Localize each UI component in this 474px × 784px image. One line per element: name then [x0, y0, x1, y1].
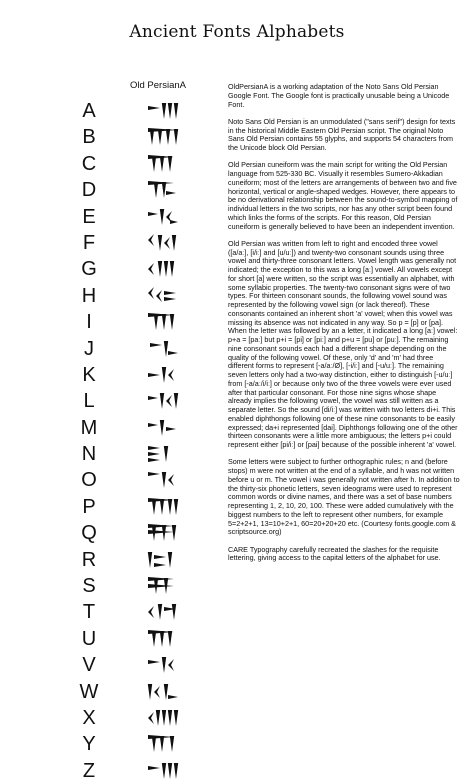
latin-letter: U: [81, 627, 97, 650]
cuneiform-glyph-icon: [144, 577, 180, 595]
letter-row-q: [70, 520, 190, 546]
wedge-stroke: [154, 182, 158, 198]
wedge-stroke: [164, 261, 168, 277]
wedge-stroke: [148, 552, 152, 568]
latin-letter: N: [81, 443, 97, 466]
wedge-stroke: [168, 710, 172, 726]
cuneiform-glyph-icon: [144, 471, 180, 489]
wedge-stroke: [170, 220, 178, 224]
wedge-stroke: [162, 525, 166, 541]
wedge-stroke: [158, 235, 162, 251]
wedge-stroke: [170, 261, 174, 277]
letter-row-h: [70, 283, 190, 309]
cuneiform-glyph-icon: [144, 683, 180, 701]
latin-letter: G: [81, 258, 97, 281]
wedge-stroke: [148, 396, 158, 400]
wedge-stroke: [172, 235, 176, 251]
wedge-stroke: [164, 297, 176, 301]
wedge-stroke: [168, 351, 178, 355]
paragraph-rules: Some letters were subject to further orthographic rules; n and (before stops) m were not written at the end of a syllable, and h was not written before u or m. The vowel i was generally not written after h. In addition to the thirty-six phonetic letters, seven ideograms were used to represent common words or divine names, and there was a set of base numbers representing 1, 2, 10, 20, 100. These were added cumulatively with the biggest numbers to the left to represent other numbers, for example 5=2+2+1, 13=10+2+1, 60=20+20+20 etc. (Courtesy fonts.google.com & scriptsource.org): [228, 457, 460, 537]
latin-letter: A: [82, 100, 96, 122]
wedge-stroke: [148, 684, 152, 700]
wedge-stroke: [148, 452, 160, 456]
cuneiform-glyph-icon: [144, 102, 180, 120]
wedge-stroke: [152, 499, 156, 515]
wedge-stroke: [168, 659, 174, 671]
paragraph-noto: Noto Sans Old Persian is an unmodulated ("sans serif") design for texts in the historical Middle Eastern Old Persian script. The original Noto Sans Old Persian contains 55 glyphs, and supports 54 characters from the Unicode block Old Persian.: [228, 116, 456, 152]
latin-letter: T: [82, 601, 96, 624]
wedge-stroke: [152, 631, 156, 647]
wedge-stroke: [164, 291, 176, 295]
wedge-stroke: [148, 263, 154, 275]
wedge-stroke: [148, 660, 160, 664]
letter-row-z: [70, 758, 190, 784]
wedge-stroke: [148, 287, 154, 299]
wedge-stroke: [148, 584, 174, 588]
latin-letter: W: [79, 680, 99, 703]
letter-row-g: [70, 256, 190, 282]
wedge-stroke: [164, 684, 168, 700]
wedge-stroke: [148, 106, 160, 110]
latin-letter: M: [80, 416, 98, 439]
wedge-stroke: [154, 314, 158, 330]
cuneiform-glyph-icon: [144, 260, 180, 278]
wedge-stroke: [162, 472, 166, 488]
cuneiform-glyph-icon: [144, 603, 180, 621]
latin-letter: Z: [82, 759, 96, 782]
wedge-stroke: [160, 420, 164, 436]
cuneiform-glyph-icon: [144, 313, 180, 331]
wedge-stroke: [160, 499, 164, 515]
wedge-stroke: [168, 695, 178, 699]
letter-row-n: [70, 441, 190, 467]
wedge-stroke: [160, 393, 164, 409]
letter-row-l: [70, 388, 190, 414]
wedge-stroke: [166, 129, 170, 145]
wedge-stroke: [156, 290, 162, 302]
latin-letter: C: [81, 152, 97, 175]
wedge-stroke: [166, 427, 176, 431]
cuneiform-glyph-icon: [144, 234, 180, 252]
wedge-stroke: [160, 631, 164, 647]
page-title: Ancient Fonts Alphabets: [129, 22, 345, 42]
description-text: [228, 83, 460, 572]
wedge-stroke: [162, 103, 166, 119]
latin-letter: B: [82, 126, 96, 149]
latin-letter: X: [82, 706, 96, 729]
wedge-stroke: [154, 686, 160, 698]
cuneiform-glyph-icon: [144, 445, 180, 463]
cuneiform-glyph-icon: [144, 419, 180, 437]
latin-letter: R: [81, 548, 97, 571]
wedge-stroke: [148, 472, 160, 476]
paragraph-history: Old Persian cuneiform was the main script for writing the Old Persian language from 525-330 BC. Visually it resembles Sumero-Akkadian cuneiform; most of the letters are arrangements of between two and five horizontal, vertical or angle-shaped wedges. However, there appears to be no derivational relationship between the sound-to-symbol mapping of individual letters in the two scripts, nor has any other script been found which links the forms of the scripts. For this reason, Old Persian cuneiform is generally believed to have been an independent invention.: [228, 160, 458, 231]
wedge-stroke: [162, 657, 166, 673]
letter-row-y: [70, 731, 190, 757]
wedge-stroke: [162, 314, 166, 330]
wedge-stroke: [160, 156, 164, 172]
cuneiform-glyph-icon: [144, 366, 180, 384]
wedge-stroke: [160, 736, 164, 752]
latin-letter: Y: [82, 733, 96, 756]
cuneiform-glyph-icon: [144, 155, 180, 173]
cuneiform-glyph-icon: [144, 709, 180, 727]
letter-row-o: [70, 467, 190, 493]
wedge-stroke: [148, 212, 158, 216]
wedge-stroke: [148, 446, 160, 450]
letter-row-c: [70, 151, 190, 177]
wedge-stroke: [174, 499, 178, 515]
letter-row-j: [70, 336, 190, 362]
letter-row-f: [70, 230, 190, 256]
wedge-stroke: [162, 710, 166, 726]
cuneiform-glyph-icon: [144, 287, 180, 305]
wedge-stroke: [170, 736, 174, 752]
wedge-stroke: [174, 710, 178, 726]
letter-row-e: [70, 204, 190, 230]
wedge-stroke: [174, 103, 178, 119]
wedge-stroke: [160, 209, 164, 225]
latin-letter: E: [82, 205, 96, 228]
wedge-stroke: [168, 103, 172, 119]
wedge-stroke: [148, 524, 174, 528]
wedge-stroke: [154, 555, 166, 559]
latin-letter: F: [82, 231, 96, 254]
latin-letter: K: [82, 363, 96, 386]
letter-row-t: [70, 599, 190, 625]
wedge-stroke: [158, 129, 162, 145]
wedge-stroke: [148, 234, 154, 246]
wedge-stroke: [148, 530, 174, 534]
wedge-stroke: [148, 712, 154, 724]
wedge-stroke: [168, 631, 172, 647]
wedge-stroke: [150, 343, 162, 347]
wedge-stroke: [154, 563, 166, 567]
wedge-stroke: [162, 367, 166, 383]
wedge-stroke: [152, 156, 156, 172]
wedge-stroke: [164, 341, 168, 357]
wedge-stroke: [168, 763, 172, 779]
wedge-stroke: [174, 763, 178, 779]
letter-row-s: [70, 573, 190, 599]
wedge-stroke: [162, 182, 166, 198]
letter-row-b: [70, 124, 190, 150]
wedge-stroke: [172, 525, 176, 541]
cuneiform-glyph-icon: [144, 656, 180, 674]
alphabet-table: [70, 98, 190, 784]
latin-letter: S: [82, 575, 96, 598]
wedge-stroke: [166, 191, 176, 195]
letter-row-i: [70, 309, 190, 335]
letter-row-m: [70, 415, 190, 441]
letter-row-k: [70, 362, 190, 388]
wedge-stroke: [168, 474, 174, 486]
letter-row-a: [70, 98, 190, 124]
wedge-stroke: [158, 604, 162, 620]
letter-row-p: [70, 494, 190, 520]
cuneiform-glyph-icon: [144, 340, 180, 358]
wedge-stroke: [148, 606, 154, 618]
wedge-stroke: [148, 766, 160, 770]
wedge-stroke: [148, 373, 160, 377]
wedge-stroke: [168, 369, 174, 381]
letter-row-x: [70, 705, 190, 731]
letter-row-u: [70, 626, 190, 652]
wedge-stroke: [164, 237, 170, 249]
cuneiform-glyph-icon: [144, 128, 180, 146]
latin-letter: O: [81, 469, 97, 492]
latin-letter: H: [81, 284, 97, 307]
latin-letter: V: [82, 654, 96, 677]
paragraph-writing: Old Persian was written from left to right and encoded three vowel ([a/aː], [i/iː] and [u/uː]) and twenty-two consonant sounds using three vowel and thirty-three consonant letters. Vowel length was generally not indicated; the exception to this was a long [aː] vowel. All vowels except for short [a] were written, so the script was essentially an alphabet, with some syllabic properties. The twenty-two consonant signs were of two types. For thirteen consonant sounds, the following vowel sound was represented by the following vowel sign (or lack thereof). These consonants contained an inherent short 'a' vowel; when this vowel was missing its absence was not indicated in any way. So p = [p] or [pa]. When the letter was followed by an a letter, it indicated a long [aː] vowel: p+a = [paː] but p+i = [pi] or [piː] and p+u = [pu] or [puː]. The remaining nine consonant sounds each had a different shape depending on the quality of the following vowel. Of these, only 'd' and 'm' had three different forms to represent [-a/aː/Ø], [-i/iː] and [-u/uː]. The remaining seven letters only had a two-way distinction, either to distinguish [-u/uː] from [-a/aː/i/iː] or because only two of the three vowels were ever used after that particular consonant. For those nine signs whose shape already implies the following vowel, the vowel was still written as a separate letter. So the sound [di/iː] was written with two letters di+i. This enabled diphthongs following one of these nine consonants to be easily expressed; da+i represented [dai]. Diphthongs following one of the other thirteen consonants were a little more ambiguous; the letters p+i could represent either [pi/iː] or [pai] because of the possible inherent 'a' vowel.: [228, 238, 458, 449]
latin-letter: Q: [81, 522, 97, 545]
cuneiform-glyph-icon: [144, 524, 180, 542]
latin-letter: J: [84, 337, 94, 360]
wedge-stroke: [172, 604, 176, 620]
cuneiform-glyph-icon: [144, 392, 180, 410]
paragraph-care: CARE Typography carefully recreated the slashes for the requisite lettering, giving access to the capital letters of the alphabet for use.: [228, 544, 441, 563]
latin-letter: D: [81, 179, 97, 202]
letter-row-w: [70, 679, 190, 705]
wedge-stroke: [156, 710, 160, 726]
wedge-stroke: [148, 423, 158, 427]
wedge-stroke: [158, 261, 162, 277]
latin-letter: I: [86, 311, 92, 334]
wedge-stroke: [170, 314, 174, 330]
wedge-stroke: [150, 129, 154, 145]
wedge-stroke: [168, 552, 172, 568]
letter-row-d: [70, 177, 190, 203]
cuneiform-glyph-icon: [144, 498, 180, 516]
letter-row-v: [70, 652, 190, 678]
cuneiform-glyph-icon: [144, 551, 180, 569]
latin-letter: P: [82, 495, 96, 518]
letter-row-r: [70, 547, 190, 573]
wedge-stroke: [168, 499, 172, 515]
wedge-stroke: [174, 129, 178, 145]
wedge-stroke: [162, 763, 166, 779]
wedge-stroke: [164, 446, 168, 462]
wedge-stroke: [174, 393, 178, 409]
cuneiform-glyph-icon: [144, 762, 180, 780]
cuneiform-glyph-icon: [144, 181, 180, 199]
wedge-stroke: [152, 736, 156, 752]
paragraph-intro: OldPersianA is a working adaptation of the Noto Sans Old Persian Google Font. The Google font is practically unusable being a Unicode Font.: [228, 82, 450, 109]
cuneiform-glyph-icon: [144, 735, 180, 753]
wedge-stroke: [168, 156, 172, 172]
latin-letter: L: [83, 390, 95, 413]
wedge-stroke: [166, 395, 172, 407]
wedge-stroke: [148, 181, 174, 185]
column-header: Old PersianA: [130, 80, 186, 91]
cuneiform-glyph-icon: [144, 630, 180, 648]
wedge-stroke: [148, 577, 174, 581]
wedge-stroke: [148, 458, 160, 462]
cuneiform-glyph-icon: [144, 208, 180, 226]
